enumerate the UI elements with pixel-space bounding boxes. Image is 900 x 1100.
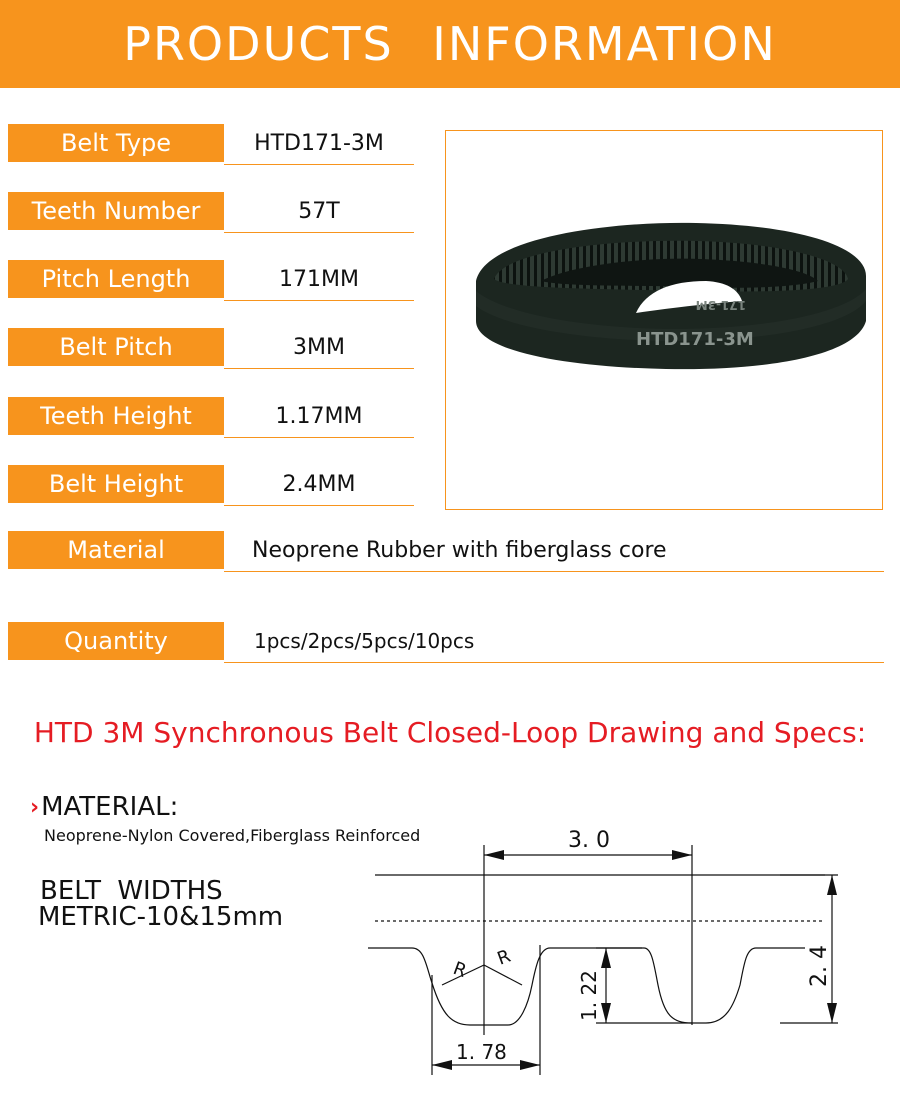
spec-divider xyxy=(224,571,884,572)
belt-marking: HTD171-3M xyxy=(636,329,754,350)
drawing-section-title: HTD 3M Synchronous Belt Closed-Loop Drawing and Specs: xyxy=(33,716,867,749)
spec-label: Pitch Length xyxy=(8,260,224,298)
spec-label: Material xyxy=(8,531,224,569)
spec-divider xyxy=(224,662,884,663)
belt-widths-heading: BELT WIDTHS xyxy=(40,876,223,906)
spec-value: HTD171-3M xyxy=(254,130,384,156)
spec-value: 1pcs/2pcs/5pcs/10pcs xyxy=(254,629,475,653)
spec-value: 1.17MM xyxy=(275,403,363,429)
pitch-dimension-label: 3. 0 xyxy=(568,828,610,853)
spec-label: Teeth Number xyxy=(8,192,224,230)
spec-label: Belt Pitch xyxy=(8,328,224,366)
belt-widths-metric: METRIC-10&15mm xyxy=(38,902,284,932)
spec-divider xyxy=(224,232,414,233)
tooth-height-dimension-label: 1. 22 xyxy=(577,970,601,1021)
spec-divider xyxy=(224,505,414,506)
page-title: PRODUCTS INFORMATION xyxy=(123,17,777,71)
belt-profile-drawing xyxy=(360,815,860,1095)
belt-height-dimension-label: 2. 4 xyxy=(807,945,832,987)
spec-value: Neoprene Rubber with fiberglass core xyxy=(252,537,667,563)
spec-label: Teeth Height xyxy=(8,397,224,435)
spec-divider xyxy=(224,368,414,369)
spec-value: 171MM xyxy=(279,266,359,292)
tooth-width-dimension-label: 1. 78 xyxy=(456,1040,507,1064)
product-photo-frame xyxy=(445,130,883,510)
chevron-right-icon: › xyxy=(30,794,40,820)
spec-value: 2.4MM xyxy=(282,471,356,497)
spec-divider xyxy=(224,300,414,301)
material-heading xyxy=(30,792,178,822)
spec-label: Belt Type xyxy=(8,124,224,162)
timing-belt-image xyxy=(446,131,882,509)
spec-divider xyxy=(224,437,414,438)
spec-divider xyxy=(224,164,414,165)
belt-marking-inner: 171-3M xyxy=(695,298,746,312)
spec-label: Quantity xyxy=(8,622,224,660)
spec-label: Belt Height xyxy=(8,465,224,503)
material-heading-text: MATERIAL: xyxy=(41,792,179,822)
radius-label: R xyxy=(450,957,470,982)
radius-label: R xyxy=(494,945,514,970)
material-description: Neoprene-Nylon Covered,Fiberglass Reinforced xyxy=(44,826,421,845)
header-banner xyxy=(0,0,900,88)
spec-value: 57T xyxy=(298,198,340,224)
spec-value: 3MM xyxy=(293,334,345,360)
